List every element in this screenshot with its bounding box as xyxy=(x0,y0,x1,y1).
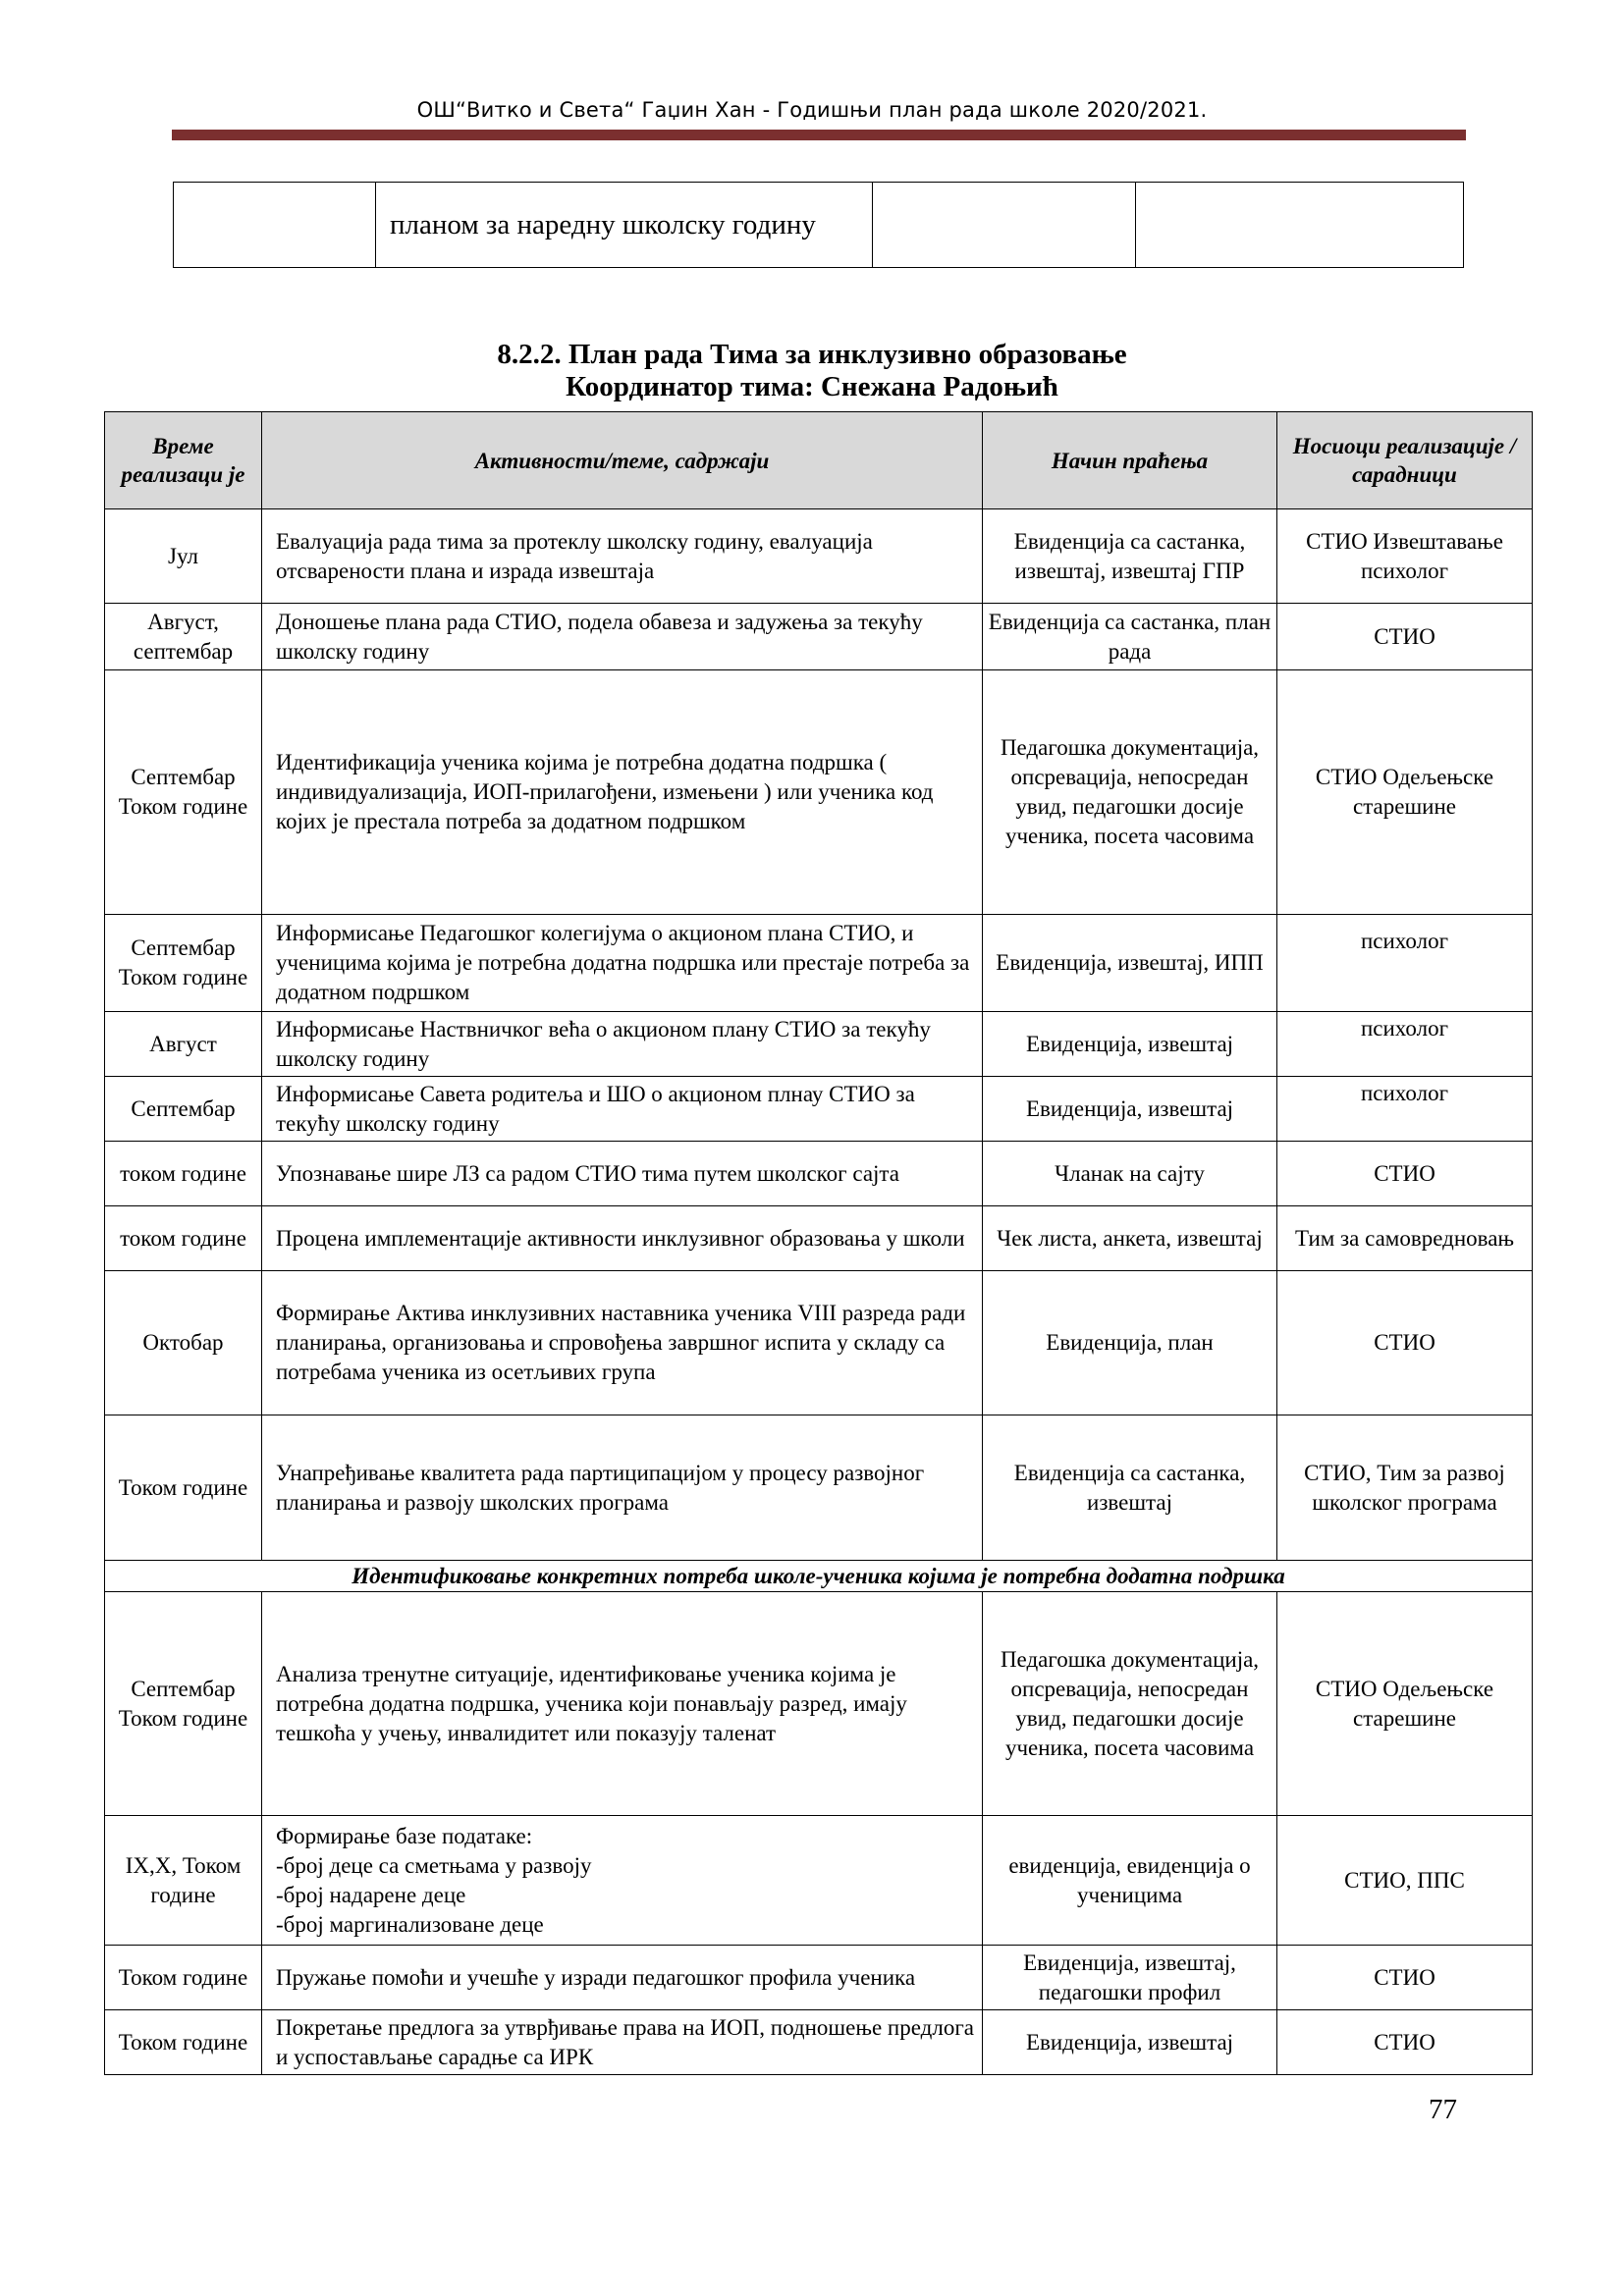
cell-activity: Информисање Педагошког колегијума о акционом плана СТИО, и ученицима којима је потребна додатна подршка или престаје потреба за додатном подршком xyxy=(262,915,983,1012)
table-row xyxy=(105,604,1533,670)
cell-time: Септембар Током године xyxy=(105,670,262,915)
cell-holders: СТИО xyxy=(1277,604,1533,670)
cell-activity: Анализа тренутне ситуације, идентификовање ученика којима је потребна додатна подршка, ученика који понављају разред, имају тешкоћа у учењу, инвалидитет или показују таленат xyxy=(262,1592,983,1816)
cell-holders: СТИО xyxy=(1277,2010,1533,2075)
cell-time: Септембар xyxy=(105,1077,262,1142)
section-heading xyxy=(0,339,1624,403)
cell-method: Чек листа, анкета, извештај xyxy=(983,1206,1277,1271)
cell-method: Евиденција, извештај, ИПП xyxy=(983,915,1277,1012)
cell-activity: Процена имплементације активности инклузивног образовања у школи xyxy=(262,1206,983,1271)
cell-activity: Доношење плана рада СТИО, подела обавеза и задужења за текућу школску годину xyxy=(262,604,983,670)
cell-method: евиденција, евиденција о ученицима xyxy=(983,1816,1277,1946)
page-header-title: ОШ“Витко и Света“ Гаџин Хан - Годишњи план рада школе 2020/2021. xyxy=(416,98,1208,122)
cell-activity: Пружање помоћи и учешће у изради педагошког профила ученика xyxy=(262,1946,983,2010)
cell-time: током године xyxy=(105,1206,262,1271)
cell-method: Евиденција са састанка, извештај, извештај ГПР xyxy=(983,509,1277,604)
table-row xyxy=(105,1946,1533,2010)
cell-holders: СТИО xyxy=(1277,1946,1533,2010)
cell-activity: Унапређивање квалитета рада партиципацијом у процесу развојног планирања и развоју школских програма xyxy=(262,1415,983,1561)
cell-method: Чланак на сајту xyxy=(983,1142,1277,1206)
table-row xyxy=(105,1415,1533,1561)
cell-holders: психолог xyxy=(1277,1077,1533,1142)
cell-method: Евиденција, извештај xyxy=(983,1012,1277,1077)
cell-activity: Идентификација ученика којима је потребна додатна подршка ( индивидуализација, ИОП-прилагођени, измењени ) или ученика код којих је престала потреба за додатном подршком xyxy=(262,670,983,915)
cell-method: Педагошка документација, опсревација, непосредан увид, педагошки досије ученика, посета часовима xyxy=(983,670,1277,915)
header-activities: Активности/теме, садржаји xyxy=(262,412,983,509)
cell-time: Септембар Током године xyxy=(105,915,262,1012)
table-row xyxy=(105,1012,1533,1077)
table-cell: планом за наредну школску годину xyxy=(376,183,873,268)
inclusive-education-plan-table xyxy=(104,411,1533,2075)
cell-holders: СТИО xyxy=(1277,1271,1533,1415)
header-time: Време реализаци је xyxy=(105,412,262,509)
activity-line: -број деце са сметњама у развоју xyxy=(276,1852,592,1878)
cell-activity: Упознавање шире ЛЗ са радом СТИО тима путем школског сајта xyxy=(262,1142,983,1206)
cell-method: Евиденција са састанка, извештај xyxy=(983,1415,1277,1561)
cell-time: Током године xyxy=(105,2010,262,2075)
table-row xyxy=(105,915,1533,1012)
table-row xyxy=(105,1592,1533,1816)
table-row xyxy=(105,2010,1533,2075)
cell-holders: СТИО Одељењске старешине xyxy=(1277,670,1533,915)
cell-time: Током године xyxy=(105,1946,262,2010)
section-subtitle: Координатор тима: Снежана Радоњић xyxy=(566,371,1058,402)
cell-activity: Покретање предлога за утврђивање права на ИОП, подношење предлога и успостављање сарадње са ИРК xyxy=(262,2010,983,2075)
header-method: Начин праћења xyxy=(983,412,1277,509)
table-row xyxy=(105,1142,1533,1206)
table-cell xyxy=(174,183,376,268)
table-header-row xyxy=(105,412,1533,509)
cell-holders: СТИО, ППС xyxy=(1277,1816,1533,1946)
header-holders: Носиоци реализације / сарадници xyxy=(1277,412,1533,509)
table-row xyxy=(174,183,1464,268)
table-cell xyxy=(873,183,1136,268)
table-row xyxy=(105,1816,1533,1946)
table-subheading: Идентификовање конкретних потреба школе-ученика којима је потребна додатна подршка xyxy=(105,1561,1533,1592)
section-title: 8.2.2. План рада Тима за инклузивно образовање xyxy=(497,339,1127,370)
cell-method: Евиденција, извештај xyxy=(983,2010,1277,2075)
cell-time: Јул xyxy=(105,509,262,604)
cell-holders: психолог xyxy=(1277,915,1533,1012)
cell-holders: СТИО Извештавање психолог xyxy=(1277,509,1533,604)
table-row xyxy=(105,1271,1533,1415)
table-row xyxy=(105,509,1533,604)
cell-method: Евиденција са састанка, план рада xyxy=(983,604,1277,670)
cell-activity xyxy=(262,1816,983,1946)
cell-method: Евиденција, план xyxy=(983,1271,1277,1415)
cell-activity: Формирање Актива инклузивних наставника ученика VIII разреда ради планирања, организовања и спровођења завршног испита у складу са потребама ученика из осетљивих група xyxy=(262,1271,983,1415)
previous-table-fragment xyxy=(173,182,1464,268)
cell-activity: Евалуација рада тима за протеклу школску годину, евалуација отсварености плана и израда извештаја xyxy=(262,509,983,604)
cell-time: Август xyxy=(105,1012,262,1077)
activity-line: -број надарене деце xyxy=(276,1882,466,1907)
cell-time: IX,X, Током године xyxy=(105,1816,262,1946)
cell-method: Педагошка документација, опсревација, непосредан увид, педагошки досије ученика, посета часовима xyxy=(983,1592,1277,1816)
cell-holders: психолог xyxy=(1277,1012,1533,1077)
activity-line: -број маргинализоване деце xyxy=(276,1911,544,1937)
table-cell xyxy=(1136,183,1464,268)
table-row xyxy=(105,670,1533,915)
header-rule xyxy=(172,130,1466,140)
cell-time: Током године xyxy=(105,1415,262,1561)
page-number: 77 xyxy=(1429,2094,1457,2125)
cell-method: Евиденција, извештај, педагошки профил xyxy=(983,1946,1277,2010)
cell-time: Август, септембар xyxy=(105,604,262,670)
cell-time: Октобар xyxy=(105,1271,262,1415)
activity-line: Формирање базе податаке: xyxy=(276,1823,533,1848)
cell-holders: Тим за самовредновањ xyxy=(1277,1206,1533,1271)
cell-holders: СТИО xyxy=(1277,1142,1533,1206)
cell-method: Евиденција, извештај xyxy=(983,1077,1277,1142)
cell-time: током године xyxy=(105,1142,262,1206)
cell-activity: Информисање Савета родитеља и ШО о акционом плнау СТИО за текућу школску годину xyxy=(262,1077,983,1142)
cell-holders: СТИО, Тим за развој школског програма xyxy=(1277,1415,1533,1561)
table-row xyxy=(105,1077,1533,1142)
cell-time: Септембар Током године xyxy=(105,1592,262,1816)
cell-holders: СТИО Одељењске старешине xyxy=(1277,1592,1533,1816)
table-row xyxy=(105,1206,1533,1271)
table-subheading-row xyxy=(105,1561,1533,1592)
cell-activity: Информисање Наствничког већа о акционом плану СТИО за текућу школску годину xyxy=(262,1012,983,1077)
